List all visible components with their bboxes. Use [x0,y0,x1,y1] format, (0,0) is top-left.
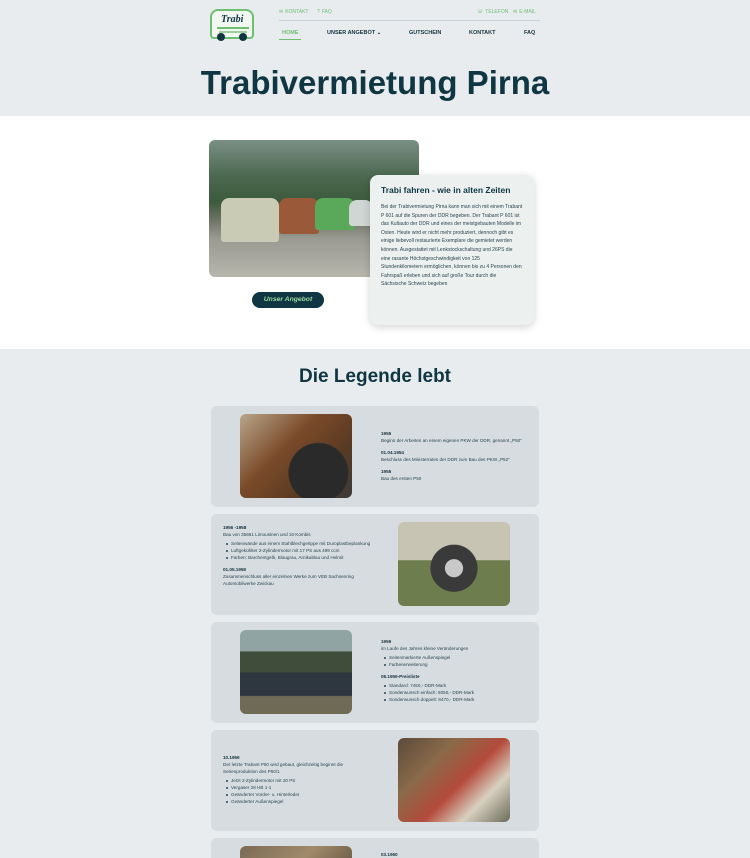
nav-gutschein[interactable]: GUTSCHEIN [409,30,442,36]
timeline-photo-engine [398,738,510,822]
page-title: Trabivermietung Pirna [200,64,550,101]
price-list: Standard: 7450,- DDR-Mark Sonderwunsch einfach: 8050,- DDR-Mark Sonderwunsch doppelt: 8470,- DDR-Mark [381,682,531,703]
envelope-icon: ✉ [513,9,518,15]
nav-active-indicator [279,39,301,40]
timeline-text: 03.1960 [381,852,398,857]
top-link-telefon[interactable]: ☏ TELEFON [477,9,509,15]
site-logo[interactable] [210,9,254,39]
top-link-kontakt[interactable]: ✉ KONTAKT [279,9,309,15]
timeline-text: 1955 Beginn der Arbeiten an einem eigenen PKW der DDR, genannt „P50“ 01.04.1954 Beschluss des Ministerrates der DDR zum Bau des PKW „P52“ 1955 Bau des ersten P50 [381,431,522,481]
feature-list: Seitenmarkierte Außenspiegel Farbenerweiterung [381,654,531,668]
feature-list: Jetzt 2-Zylindermotor mit 20 PS Vergaser 28 HB 1-1 Geänderter Vorder- u. Hinterleder Geänderter Außenspiegel [223,777,373,805]
photo-car-brown [279,198,319,234]
hero-card-text: Bei der Trabivermietung Pirna kann man sich mit einem Trabant P 601 auf die Spuren der DDR begeben. Der Trabant P 601 ist das Kultauto der DDR und eines der meistgebauten Modelle im Osten. Heute wird er nicht mehr produziert, dennoch gibt es einige liebevoll restaurierte Exemplare die gemietet werden können. Ausgestattet mit Lenkstockschaltung und 26PS die eine rasante Höchstgeschwindigkeit von 125 Stundenkilometern ermöglichen, können bis zu 4 Personen den Fahrspaß erleben und sich auf große Tour durch die Sächsische Schweiz begeben [381,204,523,288]
timeline-photo-restoration [240,630,352,714]
nav-home[interactable]: HOME [282,30,299,36]
timeline-card [211,730,539,831]
site-header [0,0,750,116]
hero-section [0,116,750,349]
timeline-text: 10.1959 Der letzte Trabant P50 wird gebaut, gleichzeitig beginnt die Serienproduktion des P50/1 Jetzt 2-Zylindermotor mit 20 PS Vergaser 28 HB 1-1 Geänderter Vorder- u. Hinterleder Geänderter Außenspiegel [223,754,373,807]
legend-section-title: Die Legende lebt [298,366,452,387]
unser-angebot-button[interactable]: Unser Angebot [252,292,324,308]
logo-text: Trabi [221,14,244,25]
question-icon: ? [317,9,320,15]
nav-unser-angebot[interactable]: UNSER ANGEBOT ⌄ [327,30,382,36]
timeline-photo [240,846,352,858]
logo-wheel-left [217,33,225,41]
hero-info-card [370,175,534,325]
timeline-card [211,514,539,615]
main-nav [279,30,540,42]
timeline-card [211,622,539,723]
top-links [279,9,536,19]
logo-wheel-right [239,33,247,41]
timeline-photo-trabi-wheel [398,522,510,606]
photo-car-cream [221,198,279,242]
phone-icon: ☏ [477,9,484,15]
timeline-card [211,838,539,858]
timeline-card [211,406,539,507]
timeline-photo-rusty-fender [240,414,352,498]
mail-icon: ✉ [279,9,284,15]
nav-kontakt[interactable]: KONTAKT [469,30,496,36]
nav-faq[interactable]: FAQ [524,30,536,36]
chevron-down-icon: ⌄ [376,30,382,36]
top-link-email[interactable]: ✉ E-MAIL [513,9,536,15]
top-link-faq[interactable]: ? FAQ [317,9,332,15]
hero-card-title: Trabi fahren - wie in alten Zeiten [381,185,511,195]
timeline-text: 1959 im Laufe des Jahres kleine Veränderungen Seitenmarkierte Außenspiegel Farbenerweiterung 08.1959-Preisliste Standard: 7450,- DDR-Mark Sonderwunsch einfach: 8050,- DDR-Mark Sonderwunsch doppelt: 8470,- DDR-Mark [381,638,531,705]
feature-list: Seitenwände aus einem Stahlblechgerippe mit Duroplastbeplankung Luftgekühlter 2-Zylindermotor mit 17 PS aus 499 ccm Farben: Barchentgelb, Blaugrau, Arnikablau und Helmit [223,540,373,561]
timeline-text: 1956 -1958 Bau von 35661 Limousinen und 10 Kombis Seitenwände aus einem Stahlblechgerippe mit Duroplastbeplankung Luftgekühlter 2-Zylindermotor mit 17 PS aus 499 ccm Farben: Barchentgelb, Blaugrau, Arnikablau und Helmit 01.05.1958 Zusammenschluss aller einzelnen Werke zum VEB Sachsenring Automobilwerke Zwickau [223,524,373,587]
header-divider [279,20,540,21]
